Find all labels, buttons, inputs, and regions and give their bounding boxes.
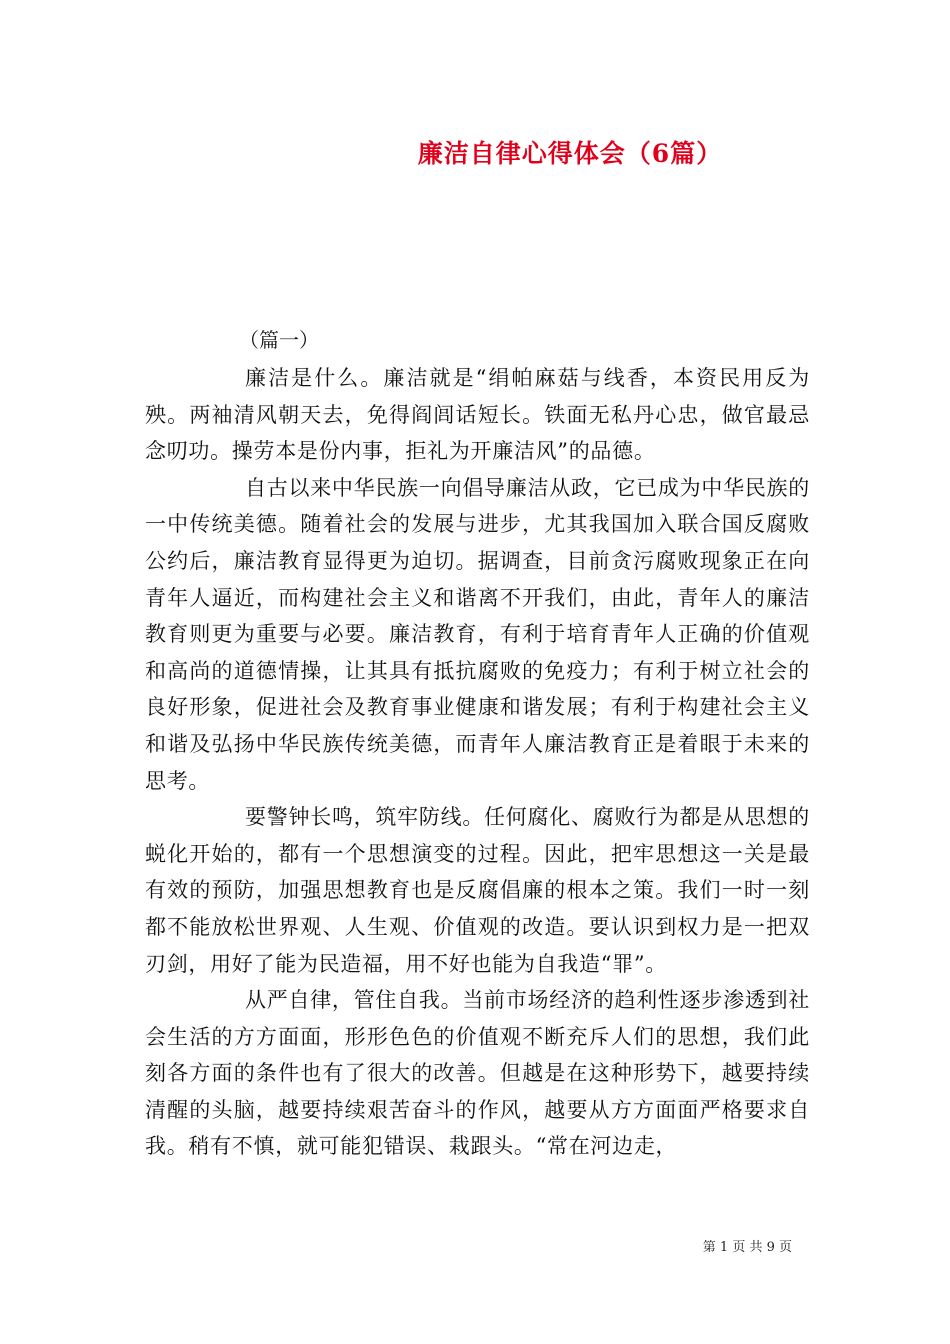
paragraph: 从严自律，管住自我。当前市场经济的趋利性逐步渗透到社会生活的方方面面，形形色色的价值观不断充斥人们的思想，我们此刻各方面的条件也有了很大的改善。但越是在这种形势下，越要持续清醒的头脑，越要持续艰苦奋斗的作风，越要从方方面面严格要求自我。稍有不慎，就可能犯错误、栽跟头。“常在河边走， — [145, 988, 810, 1159]
paragraph: 要警钟长鸣，筑牢防线。任何腐化、腐败行为都是从思想的蜕化开始的，都有一个思想演变的过程。因此，把牢思想这一关是最有效的预防，加强思想教育也是反腐倡廉的根本之策。我们一时一刻都不能放松世界观、人生观、价值观的改造。要认识到权力是一把双刃剑，用好了能为民造福，用不好也能为自我造“罪”。 — [145, 805, 810, 976]
document-title: 廉洁自律心得体会（6篇） — [417, 139, 723, 168]
section-label: （篇一） — [239, 328, 319, 352]
document-body — [145, 323, 810, 1165]
page-number-footer: 第 1 页 共 9 页 — [702, 1240, 792, 1255]
paragraph: 自古以来中华民族一向倡导廉洁从政，它已成为中华民族的一中传统美德。随着社会的发展与进步，尤其我国加入联合国反腐败公约后，廉洁教育显得更为迫切。据调查，目前贪污腐败现象正在向青年人逼近，而构建社会主义和谐离不开我们，由此，青年人的廉洁教育则更为重要与必要。廉洁教育，有利于培育青年人正确的价值观和高尚的道德情操，让其具有抵抗腐败的免疫力；有利于树立社会的良好形象，促进社会及教育事业健康和谐发展；有利于构建社会主义和谐及弘扬中华民族传统美德，而青年人廉洁教育正是着眼于未来的思考。 — [145, 475, 810, 793]
paragraph: 廉洁是什么。廉洁就是“绢帕麻菇与线香，本资民用反为殃。两袖清风朝天去，免得阎闾话短长。铁面无私丹心忠，做官最忌念叨功。操劳本是份内事，拒礼为开廉洁风”的品德。 — [145, 366, 810, 464]
